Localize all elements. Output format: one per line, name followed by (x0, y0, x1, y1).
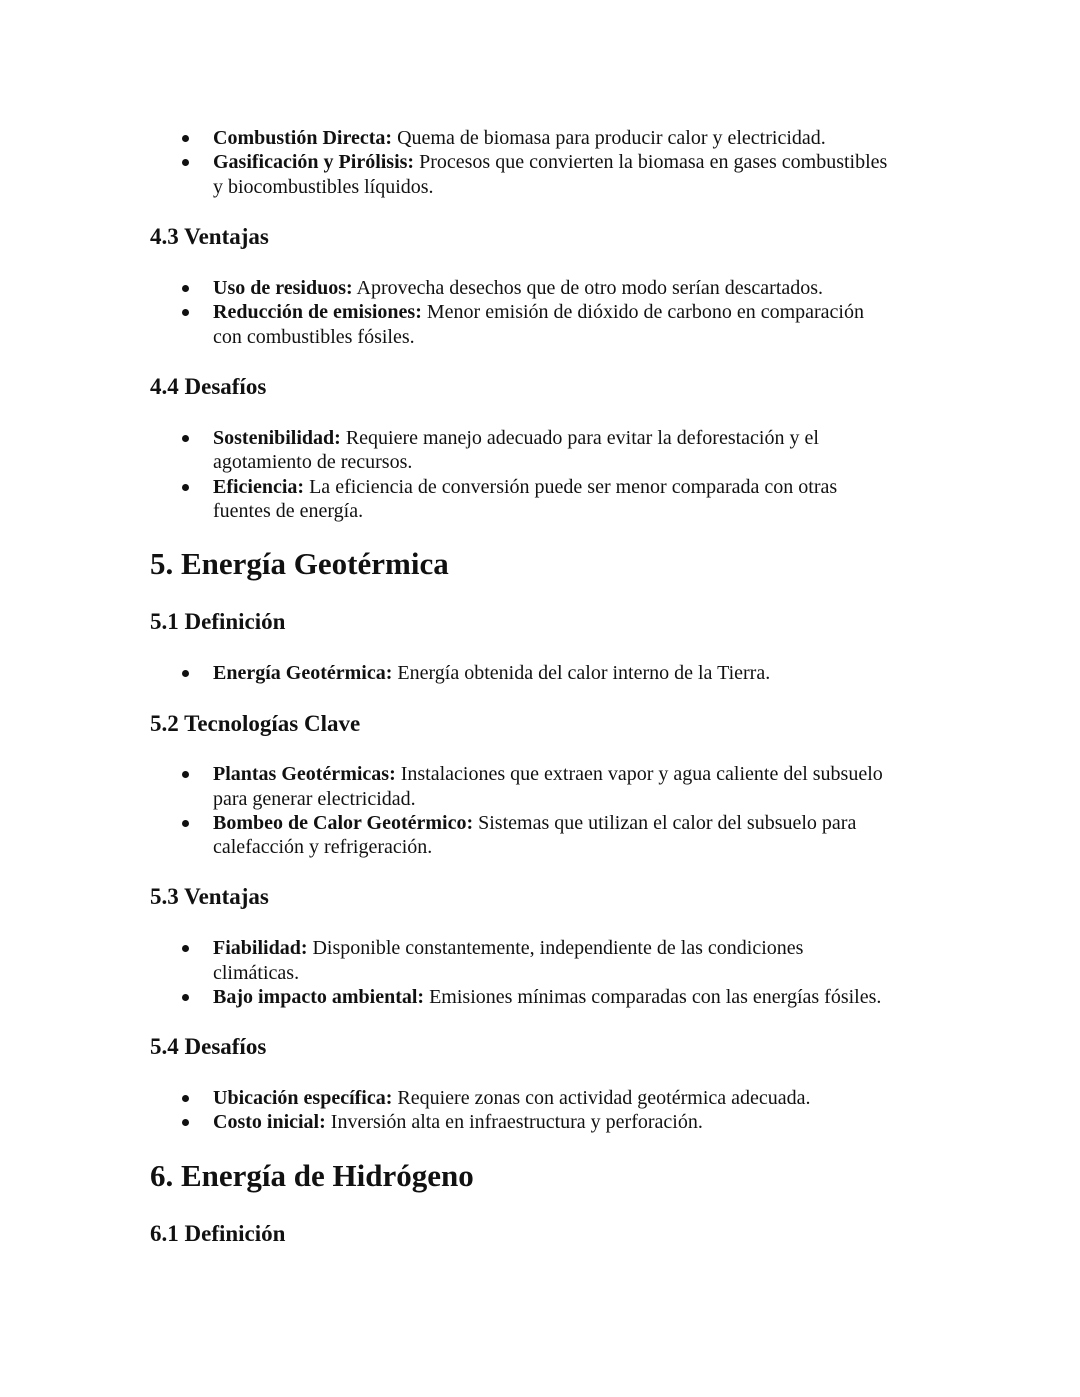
chapter-heading-5: 5. Energía Geotérmica (150, 546, 449, 581)
list-item-desc: Requiere zonas con actividad geotérmica adecuada. (392, 1087, 811, 1109)
list-item-desc: Procesos que convierten la biomasa en gases combustibles (414, 151, 888, 173)
list-item-term: Energía Geotérmica: (213, 662, 393, 684)
bullet-icon (182, 285, 189, 292)
bullet-icon (182, 945, 189, 952)
bullet-icon (182, 1095, 189, 1102)
section-heading-4-4: 4.4 Desafíos (150, 374, 267, 399)
section-heading-5-4: 5.4 Desafíos (150, 1034, 267, 1059)
bullet-icon (182, 1119, 189, 1126)
list-item-desc: Energía obtenida del calor interno de la Tierra. (392, 662, 771, 684)
list-item-desc: Aprovecha desechos que de otro modo serían descartados. (352, 277, 824, 299)
list-item-desc: Instalaciones que extraen vapor y agua caliente del subsuelo (395, 763, 883, 785)
list-item-continuation: fuentes de energía. (213, 500, 364, 522)
list-item (213, 1110, 703, 1134)
list-item (213, 985, 881, 1009)
list-item-continuation: calefacción y refrigeración. (213, 836, 433, 858)
bullet-icon (182, 159, 189, 166)
bullet-icon (182, 820, 189, 827)
list-item (213, 661, 770, 685)
list-item-desc: Quema de biomasa para producir calor y electricidad. (392, 127, 826, 149)
list-item-continuation: para generar electricidad. (213, 788, 416, 810)
bullet-icon (182, 309, 189, 316)
bullet-icon (182, 135, 189, 142)
list-item (213, 126, 826, 150)
list-item (213, 426, 819, 450)
list-item-term: Fiabilidad: (213, 937, 308, 959)
list-item-desc: Requiere manejo adecuado para evitar la deforestación y el (340, 427, 819, 449)
list-item (213, 811, 856, 835)
bullet-icon (182, 435, 189, 442)
list-item-continuation: agotamiento de recursos. (213, 451, 413, 473)
section-heading-5-2: 5.2 Tecnologías Clave (150, 711, 361, 736)
list-item-continuation: con combustibles fósiles. (213, 326, 415, 348)
list-item-desc: Disponible constantemente, independiente de las condiciones (307, 937, 804, 959)
bullet-icon (182, 670, 189, 677)
list-item (213, 300, 864, 324)
list-item (213, 762, 883, 786)
list-item-desc: Emisiones mínimas comparadas con las energías fósiles. (424, 986, 882, 1008)
list-item-term: Ubicación específica: (213, 1087, 393, 1109)
bullet-icon (182, 484, 189, 491)
list-item-term: Eficiencia: (213, 476, 305, 498)
list-item-term: Bombeo de Calor Geotérmico: (213, 812, 474, 834)
list-item (213, 150, 887, 174)
list-item-desc: Menor emisión de dióxido de carbono en comparación (421, 301, 864, 323)
list-item (213, 1086, 811, 1110)
list-item-term: Combustión Directa: (213, 127, 393, 149)
bullet-icon (182, 771, 189, 778)
list-item-continuation: climáticas. (213, 962, 300, 984)
list-item (213, 276, 823, 300)
list-item-term: Bajo impacto ambiental: (213, 986, 425, 1008)
list-item-term: Uso de residuos: (213, 277, 353, 299)
section-heading-5-3: 5.3 Ventajas (150, 884, 269, 909)
chapter-heading-6: 6. Energía de Hidrógeno (150, 1158, 474, 1193)
list-item-term: Costo inicial: (213, 1111, 326, 1133)
section-heading-5-1: 5.1 Definición (150, 609, 286, 634)
list-item-term: Reducción de emisiones: (213, 301, 422, 323)
bullet-icon (182, 994, 189, 1001)
list-item-continuation: y biocombustibles líquidos. (213, 176, 434, 198)
section-heading-4-3: 4.3 Ventajas (150, 224, 269, 249)
list-item-term: Plantas Geotérmicas: (213, 763, 396, 785)
list-item-desc: La eficiencia de conversión puede ser menor comparada con otras (304, 476, 838, 498)
list-item-term: Sostenibilidad: (213, 427, 341, 449)
list-item-term: Gasificación y Pirólisis: (213, 151, 415, 173)
section-heading-6-1: 6.1 Definición (150, 1221, 286, 1246)
list-item-desc: Sistemas que utilizan el calor del subsuelo para (473, 812, 857, 834)
list-item-desc: Inversión alta en infraestructura y perforación. (325, 1111, 703, 1133)
list-item (213, 475, 837, 499)
list-item (213, 936, 803, 960)
